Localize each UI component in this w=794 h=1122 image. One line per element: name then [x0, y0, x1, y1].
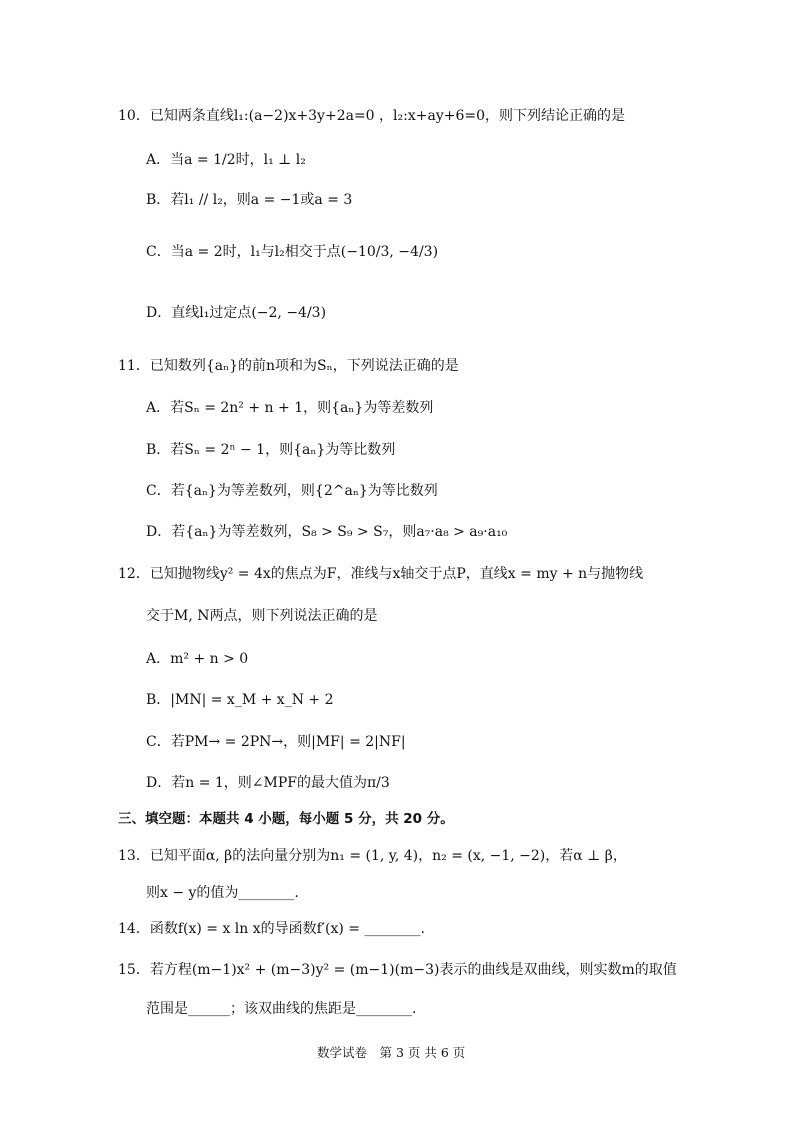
q12-option-a: A．m² + n > 0	[146, 651, 249, 667]
q14: 14．函数f(x) = x ln x的导函数f′(x) = ________.	[118, 921, 425, 937]
section-3-heading: 三、填空题：本题共 4 小题，每小题 5 分，共 20 分。	[118, 811, 454, 827]
q10-stem: 10．已知两条直线l₁:(a−2)x+3y+2a=0 ，l₂:x+ay+6=0，则下列结论正确的是	[118, 108, 626, 124]
page-footer: 数学试卷 第 3 页 共 6 页	[317, 1045, 466, 1060]
q11-stem: 11．已知数列{aₙ}的前n项和为Sₙ，下列说法正确的是	[118, 358, 459, 374]
q12-option-d: D．若n = 1，则∠MPF的最大值为π/3	[146, 775, 390, 791]
q10-option-d: D．直线l₁过定点(−2, −4/3)	[146, 305, 327, 321]
q10-option-c: C．当a = 2时，l₁与l₂相交于点(−10/3, −4/3)	[146, 244, 439, 260]
q13-line2: 则x − y的值为________.	[146, 885, 299, 901]
q13-line1: 13．已知平面α, β的法向量分别为n₁ = (1, y, 4)，n₂ = (x, −1, −2)，若α ⊥ β，	[118, 848, 627, 864]
q15-line1: 15．若方程(m−1)x² + (m−3)y² = (m−1)(m−3)表示的曲线是双曲线，则实数m的取值	[118, 962, 677, 978]
q12-option-c: C．若PM→ = 2PN→，则|MF| = 2|NF|	[146, 734, 406, 750]
q10-option-a: A．当a = 1/2时，l₁ ⊥ l₂	[146, 152, 306, 168]
q12-stem-line2: 交于M, N两点，则下列说法正确的是	[146, 608, 378, 624]
q11-option-d: D．若{aₙ}为等差数列，S₈ > S₉ > S₇，则a₇·a₈ > a₉·a₁₀	[146, 524, 508, 540]
q11-option-a: A．若Sₙ = 2n² + n + 1，则{aₙ}为等差数列	[146, 400, 434, 416]
q11-option-c: C．若{aₙ}为等差数列，则{2^aₙ}为等比数列	[146, 483, 438, 499]
q11-option-b: B．若Sₙ = 2ⁿ − 1，则{aₙ}为等比数列	[146, 442, 396, 458]
q15-line2: 范围是______；该双曲线的焦距是________.	[146, 1001, 417, 1017]
q10-option-b: B．若l₁ // l₂，则a = −1或a = 3	[146, 192, 353, 208]
q12-stem-line1: 12．已知抛物线y² = 4x的焦点为F，准线与x轴交于点P，直线x = my + n与抛物线	[118, 566, 644, 582]
q12-option-b: B．|MN| = x_M + x_N + 2	[146, 692, 334, 708]
